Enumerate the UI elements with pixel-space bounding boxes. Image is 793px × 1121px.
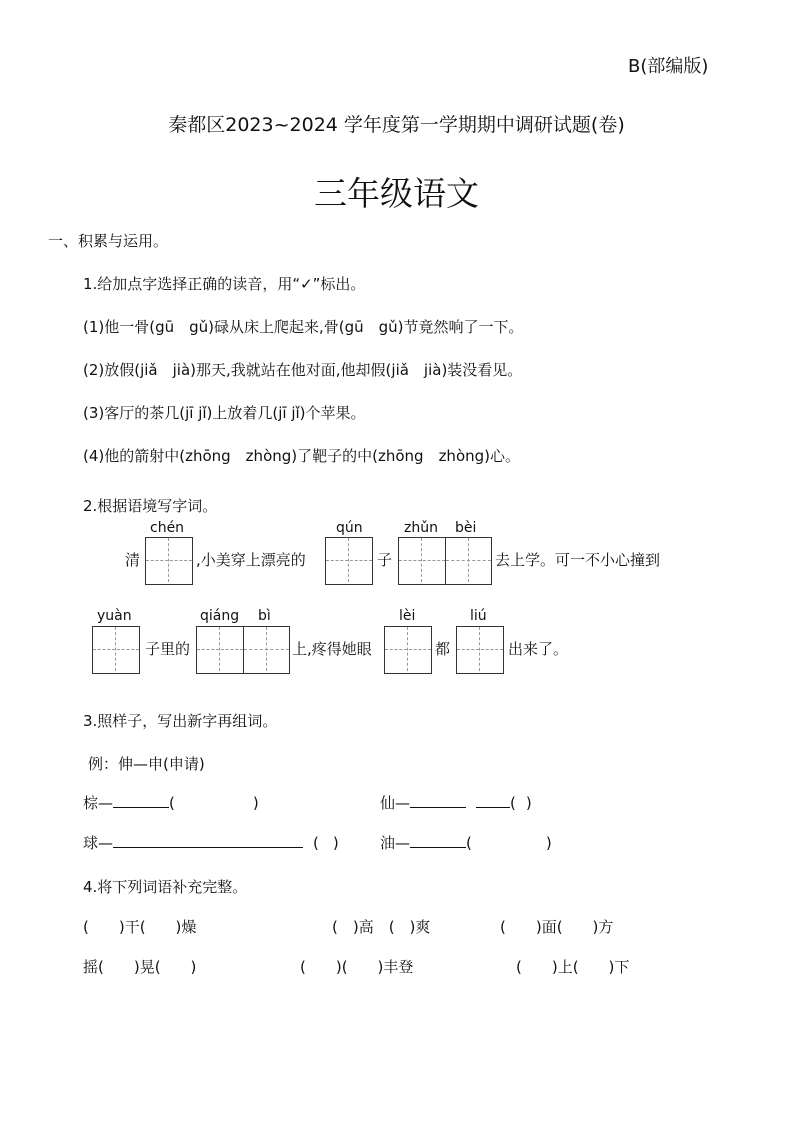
- question-3-example: 例：伸—申(申请): [88, 755, 205, 773]
- pinyin-qun: qún: [336, 520, 363, 536]
- writing-box-qiangbi[interactable]: [196, 626, 290, 674]
- q3-char-qiu: 球—: [83, 834, 114, 852]
- q3-blank-xian-char[interactable]: [410, 793, 466, 808]
- question-4-prompt: 4.将下列词语补充完整。: [83, 878, 248, 896]
- writing-box-lei[interactable]: [384, 626, 432, 674]
- exam-title: 秦都区2023~2024 学年度第一学期期中调研试题(卷): [168, 114, 625, 136]
- question-1-item-2: (2)放假(jiǎ jià)那天,我就站在他对面,他却假(jiǎ jià)装没看见。: [83, 361, 523, 379]
- text-dou: 都: [435, 640, 451, 658]
- text-clause-3: 上,疼得她眼: [292, 640, 372, 658]
- question-3-prompt: 3.照样子，写出新字再组词。: [83, 712, 278, 730]
- q3-blank-you-char[interactable]: [410, 833, 466, 848]
- text-clause-1: ,小美穿上漂亮的: [196, 551, 306, 569]
- q4-row2-item3: ( )上( )下: [516, 958, 630, 976]
- writing-box-zhunbei[interactable]: [398, 537, 492, 585]
- q3-paren-open: (: [466, 834, 472, 852]
- pinyin-qiang: qiáng: [200, 608, 240, 624]
- q3-paren-open: (: [169, 794, 175, 812]
- q3-blank-zong-char[interactable]: [113, 793, 169, 808]
- q3-char-you: 油—: [380, 834, 411, 852]
- edition-label: B(部编版): [628, 56, 709, 77]
- question-1-item-4: (4)他的箭射中(zhōng zhòng)了靶子的中(zhōng zhòng)心。: [83, 447, 521, 465]
- q3-paren-close: ): [545, 834, 552, 852]
- writing-box-yuan[interactable]: [92, 626, 140, 674]
- subject-title: 三年级语文: [314, 174, 479, 213]
- pinyin-yuan: yuàn: [97, 608, 132, 624]
- q3-paren-close: ): [525, 794, 532, 812]
- q4-row1-item1: ( )干( )燥: [83, 918, 197, 936]
- question-1-prompt: 1.给加点字选择正确的读音，用“✓”标出。: [83, 275, 366, 293]
- q4-row1-item2: ( )高 ( )爽: [332, 918, 431, 936]
- q3-paren-open: (: [313, 834, 319, 852]
- q3-item-you: [380, 832, 552, 853]
- writing-box-chen[interactable]: [145, 537, 193, 585]
- text-clause-4: 出来了。: [508, 640, 569, 658]
- pinyin-liu: liú: [470, 608, 487, 624]
- q3-paren-close: ): [252, 794, 259, 812]
- q3-blank-qiu-char[interactable]: [113, 833, 303, 848]
- q3-item-zong: [83, 792, 259, 813]
- pinyin-bei: bèi: [455, 520, 477, 536]
- q4-row2-item2: ( )( )丰登: [300, 958, 414, 976]
- writing-box-liu[interactable]: [456, 626, 504, 674]
- pinyin-chen: chén: [150, 520, 185, 536]
- question-2-prompt: 2.根据语境写字词。: [83, 497, 218, 515]
- pinyin-lei: lèi: [399, 608, 416, 624]
- pinyin-bi: bì: [258, 608, 271, 624]
- q3-paren-close: ): [332, 834, 339, 852]
- q4-row1-item3: ( )面( )方: [500, 918, 614, 936]
- writing-box-qun[interactable]: [325, 537, 373, 585]
- question-1-item-3: (3)客厅的茶几(jī jǐ)上放着几(jī jǐ)个苹果。: [83, 404, 366, 422]
- text-zi: 子: [377, 551, 393, 569]
- text-zilide: 子里的: [145, 640, 191, 658]
- q3-char-xian: 仙—: [380, 794, 411, 812]
- q3-item-qiu: [83, 832, 339, 853]
- section-title: 一、积累与运用。: [48, 232, 169, 250]
- text-qing: 清: [125, 551, 141, 569]
- text-clause-2: 去上学。可一不小心撞到: [495, 551, 661, 569]
- pinyin-zhun: zhǔn: [404, 520, 438, 536]
- q3-item-xian: [380, 792, 532, 813]
- question-1-item-1: (1)他一骨(gū gǔ)碌从床上爬起来,骨(gū gǔ)节竟然响了一下。: [83, 318, 524, 336]
- q3-char-zong: 棕—: [83, 794, 114, 812]
- q4-row2-item1: 摇( )晃( ): [83, 958, 197, 976]
- q3-blank-xian-extra[interactable]: [476, 793, 510, 808]
- q3-paren-open: (: [510, 794, 516, 812]
